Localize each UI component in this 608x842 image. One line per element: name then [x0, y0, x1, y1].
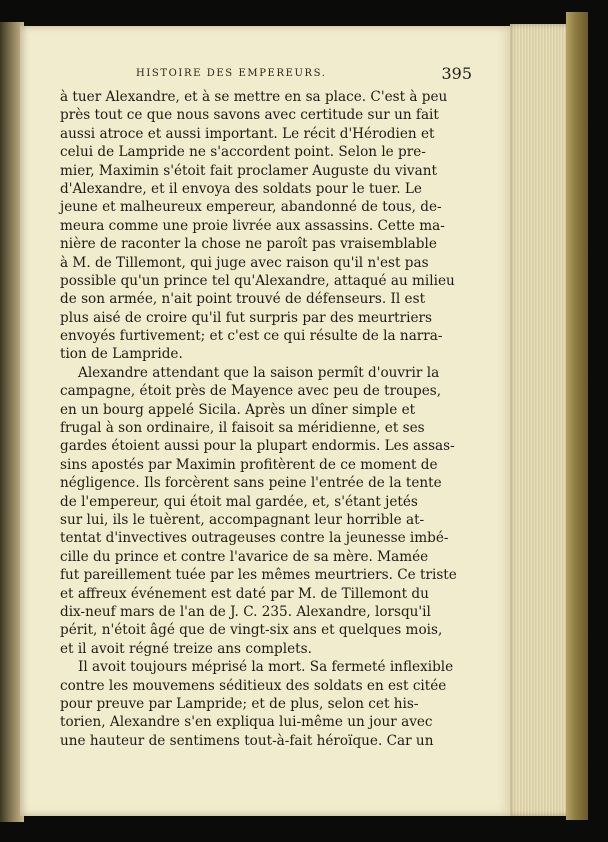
text-line: celui de Lampride ne s'accordent point. Selon le pre- — [60, 144, 426, 161]
text-line: frugal à son ordinaire, il faisoit sa méridienne, et ses — [60, 420, 425, 437]
text-line: et affreux événement est daté par M. de Tillemont du — [60, 585, 429, 602]
text-line: possible qu'un prince tel qu'Alexandre, attaqué au milieu — [60, 272, 455, 289]
text-line: aussi atroce et aussi important. Le récit d'Hérodien et — [60, 125, 435, 142]
text-line: nière de raconter la chose ne paroît pas vraisemblable — [60, 236, 437, 253]
text-line: jeune et malheureux empereur, abandonné de tous, de- — [60, 199, 442, 216]
text-line: sins apostés par Maximin profitèrent de ce moment de — [60, 456, 438, 473]
text-line: contre les mouvemens séditieux des soldats en est citée — [60, 677, 447, 694]
page-number: 395 — [441, 64, 472, 83]
text-line: plus aisé de croire qu'il fut surpris par des meurtriers — [60, 309, 433, 326]
right-cover-edge — [566, 12, 588, 820]
page-header — [52, 64, 472, 86]
text-line: campagne, étoit près de Mayence avec peu de troupes, — [60, 383, 442, 400]
text-line: de son armée, n'ait point trouvé de défenseurs. Il est — [60, 291, 426, 308]
text-line: tentat d'invectives outrageuses contre la jeunesse imbé- — [60, 530, 449, 547]
text-line: négligence. Ils forcèrent sans peine l'entrée de la tente — [60, 475, 442, 492]
page-stack-edges — [510, 24, 570, 816]
paragraph — [60, 88, 455, 364]
text-line: une hauteur de sentimens tout-à-fait héroïque. Car un — [60, 732, 434, 749]
text-line: sur lui, ils le tuèrent, accompagnant leur horrible at- — [60, 511, 425, 528]
text-line: à M. de Tillemont, qui juge avec raison qu'il n'est pas — [60, 254, 429, 271]
body-text — [60, 88, 457, 750]
paragraph — [60, 658, 454, 750]
text-line: cille du prince et contre l'avarice de sa mère. Mamée — [60, 548, 429, 565]
text-line: à tuer Alexandre, et à se mettre en sa place. C'est à peu — [60, 89, 448, 105]
text-line: torien, Alexandre s'en expliqua lui-même un jour avec — [60, 714, 433, 731]
text-line: près tout ce que nous savons avec certitude sur un fait — [60, 107, 439, 124]
text-line: mier, Maximin s'étoit fait proclamer Auguste du vivant — [60, 162, 437, 179]
text-line: gardes étoient aussi pour la plupart endormis. Les assas- — [60, 438, 455, 455]
text-line: dix-neuf mars de l'an de J. C. 235. Alexandre, lorsqu'il — [60, 603, 431, 620]
text-line: périt, n'étoit âgé que de vingt-six ans et quelques mois, — [60, 622, 443, 639]
text-line: envoyés furtivement; et c'est ce qui résulte de la narra- — [60, 328, 443, 345]
text-line: Il avoit toujours méprisé la mort. Sa fermeté inflexible — [78, 659, 454, 676]
text-line: Alexandre attendant que la saison permît d'ouvrir la — [78, 364, 440, 381]
paragraph — [60, 364, 457, 658]
text-line: d'Alexandre, et il envoya des soldats pour le tuer. Le — [60, 180, 422, 197]
running-title: HISTOIRE DES EMPEREURS. — [136, 68, 327, 79]
text-line: de l'empereur, qui étoit mal gardée, et, s'étant jetés — [60, 493, 418, 510]
text-line: pour preuve par Lampride; et de plus, selon cet his- — [60, 695, 419, 712]
text-line: fut pareillement tuée par les mêmes meurtriers. Ce triste — [60, 567, 457, 584]
text-line: meura comme une proie livrée aux assassins. Cette ma- — [60, 217, 445, 234]
text-line: en un bourg appelé Sicila. Après un dîner simple et — [60, 401, 416, 418]
text-line: et il avoit régné treize ans complets. — [60, 640, 312, 657]
text-line: tion de Lampride. — [60, 346, 183, 363]
